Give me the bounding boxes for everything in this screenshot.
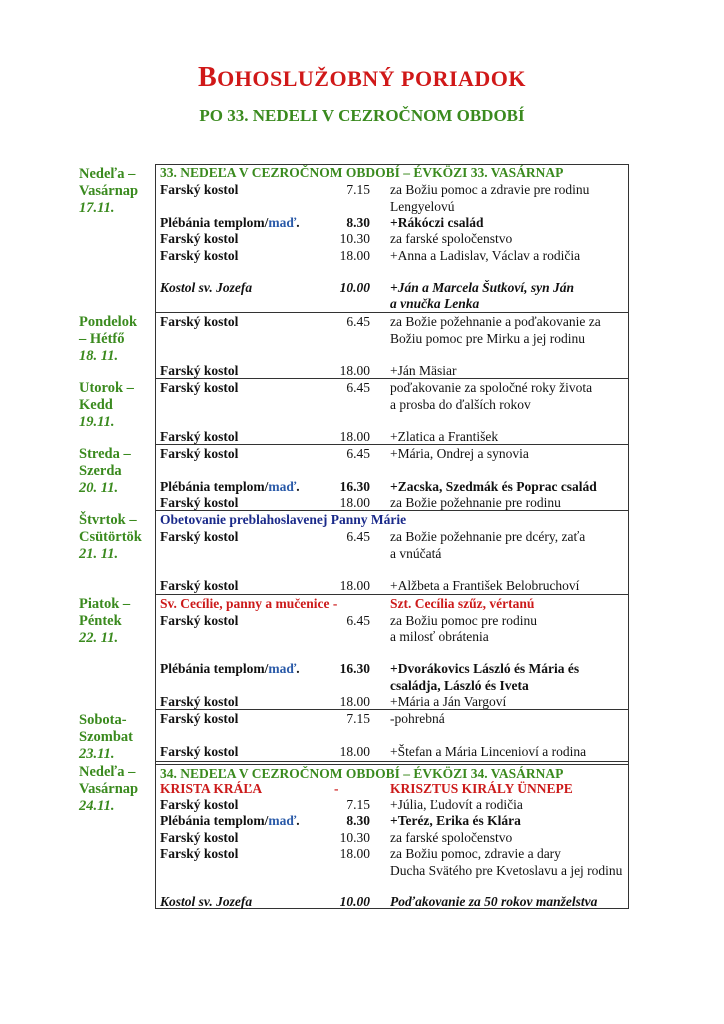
mass-row: Plébánia templom/maď. 8.30 +Teréz, Erika és Klára [160,813,521,828]
mass-row: Plébánia templom/maď. 16.30 +Zacska, Szedmák és Poprac család [160,479,597,494]
mass-row: Farský kostol 6.45 za Božiu pomoc pre rodinu [160,613,537,628]
mad-label: maď [268,661,297,676]
mad-label: maď [268,479,297,494]
mass-row: Farský kostol 18.00 za Božiu pomoc, zdravie a dary [160,846,561,861]
title-initial: B [197,62,218,93]
intention-continued: Božiu pomoc pre Mirku a jej rodinu [390,331,585,346]
intention-continued: családja, László és Iveta [390,678,529,693]
day-label: Sobota- Szombat 23.11. [79,712,133,762]
intention-continued: a vnučka Lenka [390,296,480,311]
feast-heading-hu: KRISZTUS KIRÁLY ÜNNEPE [390,781,573,796]
mass-row: Farský kostol 18.00 +Anna a Ladislav, Václav a rodičia [160,248,581,263]
day-label: Štvrtok – Csütörtök 21. 11. [79,512,142,562]
title-rest: OHOSLUŽOBNÝ PORIADOK [217,66,527,91]
mass-row: Farský kostol 7.15 za Božiu pomoc a zdravie pre rodinu [160,182,590,197]
day-divider [155,761,629,762]
intention-continued: a milosť obrátenia [390,629,489,644]
feast-heading-dash: - [334,781,339,796]
mass-row: Farský kostol 6.45 za Božie požehnanie a poďakovanie za [160,314,601,329]
feast-heading-hu: Szt. Cecília szűz, vértanú [390,596,535,611]
mass-row: Farský kostol 18.00 za Božie požehnanie pre rodinu [160,495,561,510]
mad-label: maď [268,813,297,828]
day-label: Nedeľa – Vasárnap 24.11. [79,764,139,814]
mass-row: Plébánia templom/maď. 16.30 +Dvorákovics László és Mária és [160,661,580,676]
page-title [0,62,724,94]
mass-row: Kostol sv. Jozefa 10.00 +Ján a Marcela Šutkoví, syn Ján [160,280,574,295]
mass-row: Farský kostol 7.15 -pohrebná [160,711,445,726]
mass-row: Farský kostol 6.45 poďakovanie za spoločné roky života [160,380,593,395]
feast-heading: Obetovanie preblahoslavenej Panny Márie [160,512,407,527]
intention-continued: Lengyelovú [390,199,455,214]
mass-row: Farský kostol 7.15 +Júlia, Ľudovít a rodičia [160,797,523,812]
day-label: Utorok – Kedd 19.11. [79,380,134,430]
mass-row: Farský kostol 18.00 +Alžbeta a František Belobruchoví [160,578,580,593]
feast-heading-sk: Sv. Cecílie, panny a mučenice - [160,596,338,611]
page-subtitle: PO 33. NEDELI V CEZROČNOM OBDOBÍ [199,106,525,125]
mass-row: Plébánia templom/maď. 8.30 +Rákóczi család [160,215,484,230]
day-label: Nedeľa – Vasárnap 17.11. [79,166,139,216]
intention-continued: a vnúčatá [390,546,442,561]
mass-row: Farský kostol 18.00 +Zlatica a František [160,429,499,444]
mass-row: Farský kostol 10.30 za farské spoločenstvo [160,830,513,845]
day-label: Pondelok – Hétfő 18. 11. [79,314,138,364]
mass-row: Farský kostol 6.45 za Božie požehnanie pre dcéry, zaťa [160,529,586,544]
mass-row: Farský kostol 6.45 +Mária, Ondrej a synovia [160,446,529,461]
mass-row: Kostol sv. Jozefa 10.00 Poďakovanie za 50 rokov manželstva [160,894,598,909]
day-label: Streda – Szerda 20. 11. [79,446,131,496]
mass-row: Farský kostol 10.30 za farské spoločenstvo [160,231,513,246]
day-label: Piatok – Péntek 22. 11. [79,596,131,646]
mass-row: Farský kostol 18.00 +Ján Mäsiar [160,363,457,378]
intention-continued: a prosba do ďalších rokov [390,397,531,412]
mass-row: Farský kostol 18.00 +Štefan a Mária Lincenioví a rodina [160,744,587,759]
mad-label: maď [268,215,297,230]
sunday-heading: 34. NEDEĽA V CEZROČNOM OBDOBÍ – ÉVKÖZI 34. VASÁRNAP [160,766,564,781]
mass-row: Farský kostol 18.00 +Mária a Ján Vargoví [160,694,507,709]
feast-heading-sk: KRISTA KRÁĽA [160,781,263,796]
intention-continued: Ducha Svätého pre Kvetoslavu a jej rodinu [390,863,623,878]
sunday-heading: 33. NEDEĽA V CEZROČNOM OBDOBÍ – ÉVKÖZI 33. VASÁRNAP [160,165,564,180]
